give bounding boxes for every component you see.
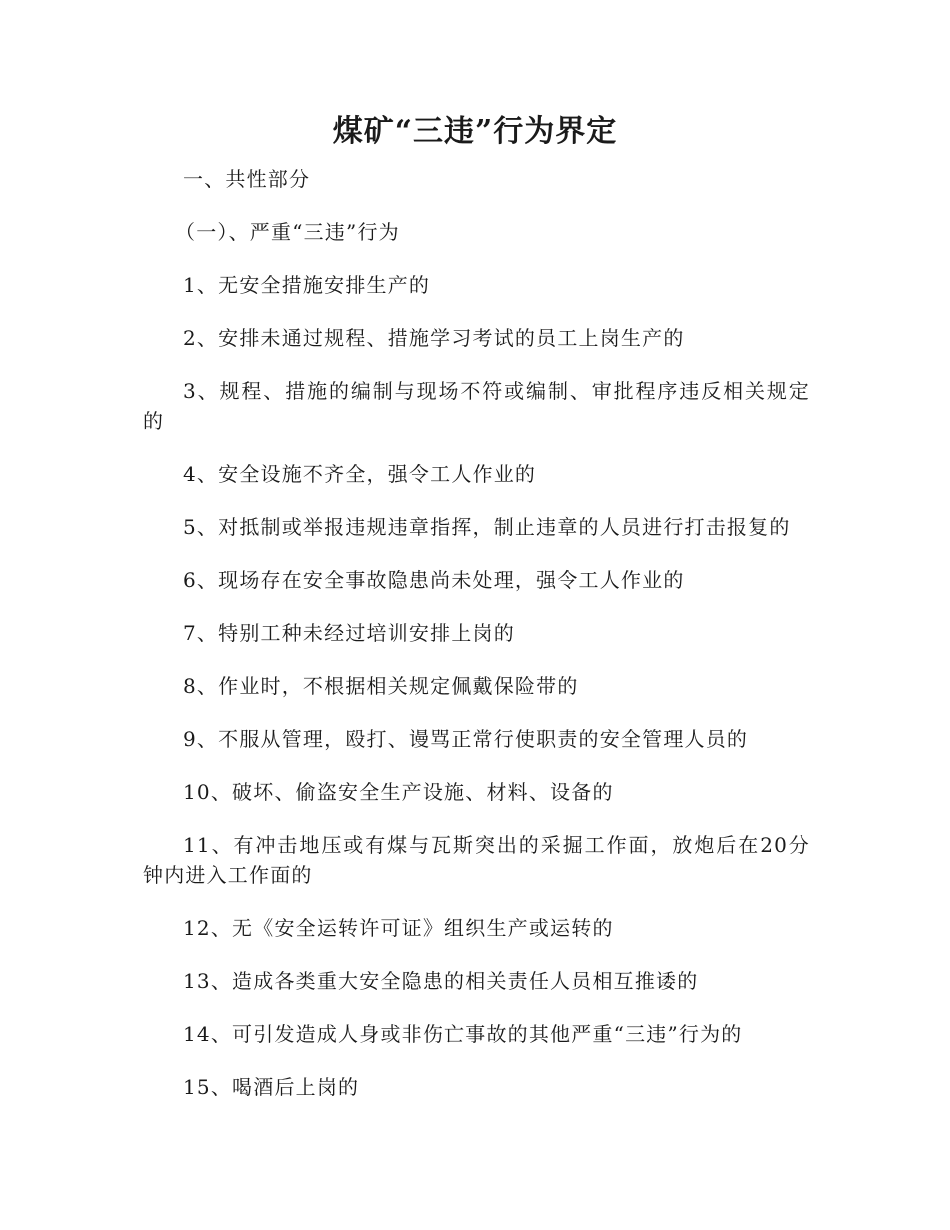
document-body — [143, 164, 810, 1125]
list-item: 1、无安全措施安排生产的 — [183, 273, 431, 297]
list-item: 7、特别工种未经过培训安排上岗的 — [183, 621, 515, 645]
list-item: 13、造成各类重大安全隐患的相关责任人员相互推诿的 — [183, 969, 699, 993]
list-item: 6、现场存在安全事故隐患尚未处理，强令工人作业的 — [183, 568, 685, 592]
list-item: 9、不服从管理，殴打、谩骂正常行使职责的安全管理人员的 — [183, 727, 749, 751]
list-item: 4、安全设施不齐全，强令工人作业的 — [183, 462, 537, 486]
list-item: 2、安排未通过规程、措施学习考试的员工上岗生产的 — [183, 326, 685, 350]
section-heading: 一、共性部分 — [183, 167, 311, 191]
list-item: 10、破坏、偷盗安全生产设施、材料、设备的 — [183, 780, 614, 804]
list-item: 15、喝酒后上岗的 — [183, 1075, 360, 1099]
subsection-heading: （一）、严重“三违”行为 — [175, 220, 400, 244]
list-item: 3、规程、措施的编制与现场不符或编制、审批程序违反相关规定的 — [143, 379, 810, 433]
list-item: 12、无《安全运转许可证》组织生产或运转的 — [183, 916, 614, 940]
list-item: 5、对抵制或举报违规违章指挥，制止违章的人员进行打击报复的 — [183, 515, 791, 539]
list-item: 14、可引发造成人身或非伤亡事故的其他严重“三违”行为的 — [183, 1022, 743, 1046]
list-item: 11、有冲击地压或有煤与瓦斯突出的采掘工作面，放炮后在20分钟内进入工作面的 — [143, 833, 810, 887]
list-item: 8、作业时，不根据相关规定佩戴保险带的 — [183, 674, 579, 698]
document-title: 煤矿“三违”行为界定 — [332, 114, 618, 149]
